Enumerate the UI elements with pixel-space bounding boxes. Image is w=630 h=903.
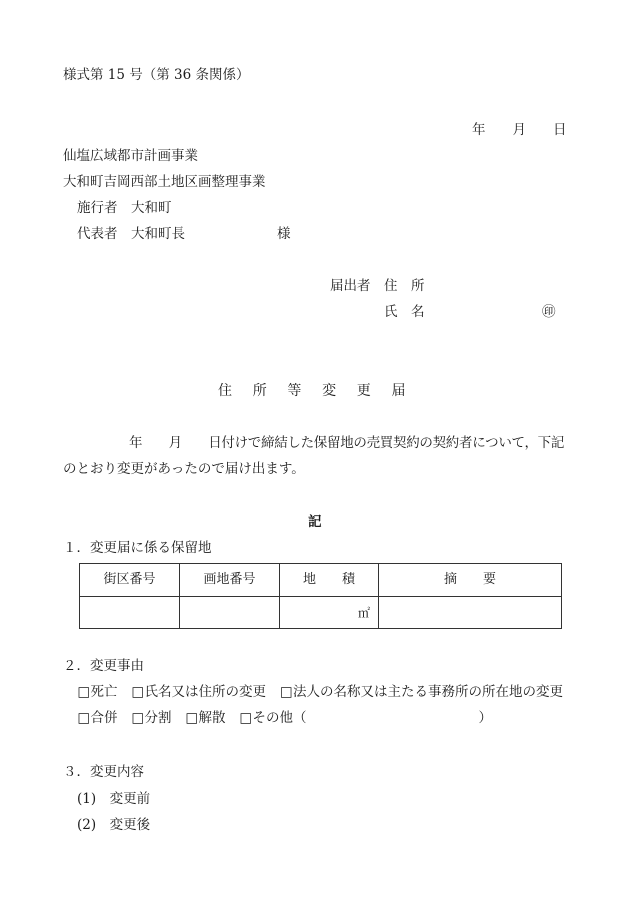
notifier-address-label: 住 所 <box>384 278 425 294</box>
reason-option-corporate-change <box>280 683 564 701</box>
checkbox-icon: □ <box>77 710 91 726</box>
change-before-item: (1) 変更前 <box>77 791 151 807</box>
other-paren-open: （ <box>293 710 307 726</box>
cell-lot-number <box>180 597 280 629</box>
reason-row-2 <box>77 709 492 727</box>
reserved-land-table <box>79 563 562 629</box>
section2-heading: ２．変更事由 <box>63 658 144 674</box>
reason-label: 氏名又は住所の変更 <box>144 684 266 700</box>
body-line-1: 年 月 日付けで締結した保留地の売買契約の契約者について，下記 <box>63 435 565 451</box>
reason-label: 死亡 <box>90 684 118 700</box>
seal-mark: ㊞ <box>542 304 556 320</box>
reason-label: 法人の名称又は主たる事務所の所在地の変更 <box>293 684 563 700</box>
note-heading: 記 <box>308 514 322 530</box>
checkbox-icon: □ <box>131 684 145 700</box>
checkbox-icon: □ <box>77 684 91 700</box>
reason-label: その他 <box>252 710 293 726</box>
reason-label: 分割 <box>144 710 172 726</box>
reason-option-name-address-change <box>131 683 266 701</box>
addressee-sub-project: 大和町吉岡西部土地区画整理事業 <box>63 174 266 190</box>
header-remarks: 摘 要 <box>379 564 562 597</box>
cell-block-number <box>80 597 180 629</box>
cell-remarks <box>379 597 562 629</box>
notifier-label: 届出者 <box>330 278 371 294</box>
reason-option-death <box>77 683 118 701</box>
body-line-2: のとおり変更があったので届け出ます。 <box>63 461 305 477</box>
document-title: 住 所 等 変 更 届 <box>218 383 409 399</box>
reason-option-other <box>239 709 492 727</box>
section1-heading: １．変更届に係る保留地 <box>63 540 212 556</box>
reason-label: 合併 <box>90 710 118 726</box>
reason-label: 解散 <box>198 710 226 726</box>
checkbox-icon: □ <box>279 684 293 700</box>
checkbox-icon: □ <box>131 710 145 726</box>
header-block-number: 街区番号 <box>80 564 180 597</box>
other-paren-close: ） <box>478 710 492 726</box>
notifier-name-label: 氏 名 <box>384 304 425 320</box>
date-line: 年 月 日 <box>472 122 567 138</box>
reason-option-split <box>131 709 172 727</box>
addressee-operator: 施行者 大和町 <box>77 200 172 216</box>
addressee-representative: 代表者 大和町長 <box>77 226 185 242</box>
header-lot-number: 画地番号 <box>180 564 280 597</box>
reason-option-merger <box>77 709 118 727</box>
addressee-honorific: 様 <box>277 226 291 242</box>
cell-area-unit: ㎡ <box>280 597 379 629</box>
change-after-item: (2) 変更後 <box>77 817 151 833</box>
form-number: 様式第 15 号（第 36 条関係） <box>63 67 250 83</box>
table-header-row <box>80 564 562 597</box>
section3-heading: ３．変更内容 <box>63 764 144 780</box>
reason-row-1 <box>77 683 563 701</box>
checkbox-icon: □ <box>239 710 253 726</box>
checkbox-icon: □ <box>185 710 199 726</box>
table-row <box>80 597 562 629</box>
reason-option-dissolution <box>185 709 226 727</box>
header-area: 地 積 <box>280 564 379 597</box>
addressee-project: 仙塩広域都市計画事業 <box>63 148 198 164</box>
